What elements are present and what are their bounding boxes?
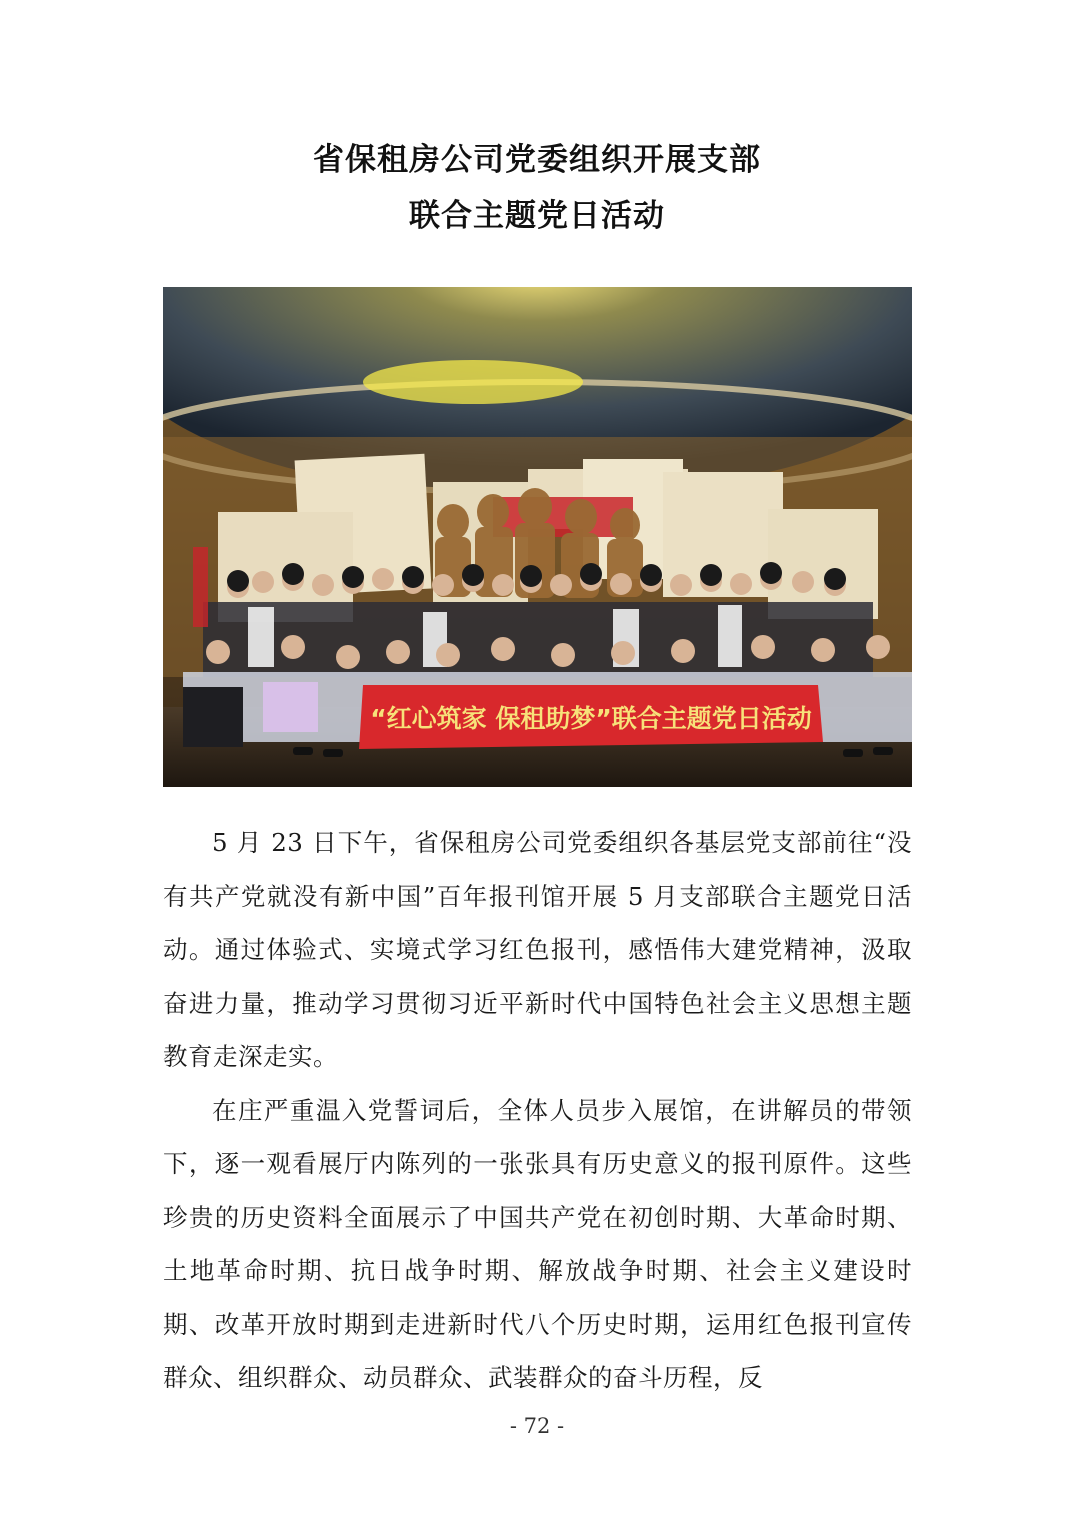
paragraph-2: 在庄严重温入党誓词后，全体人员步入展馆，在讲解员的带领下，逐一观看展厅内陈列的一张张具有历史意义的报刊原件。这些珍贵的历史资料全面展示了中国共产党在初创时期、大革命时期、土地革命时期、抗日战争时期、解放战争时期、社会主义建设时期、改革开放时期到走进新时代八个历史时期，运用红色报刊宣传群众、组织群众、动员群众、武装群众的奋斗历程，反 bbox=[163, 1095, 912, 1392]
page-number: - 72 - bbox=[509, 1414, 565, 1438]
title-line-1: 省保租房公司党委组织开展支部 bbox=[313, 142, 761, 178]
title-line-2: 联合主题党日活动 bbox=[409, 198, 665, 234]
document-title bbox=[0, 132, 1074, 244]
banner-text: “红心筑家 保租助梦”联合主题党日活动 bbox=[370, 704, 812, 733]
group-photo bbox=[163, 287, 912, 787]
body-text bbox=[163, 816, 912, 1405]
paragraph-1: 5 月 23 日下午，省保租房公司党委组织各基层党支部前往“没有共产党就没有新中国”百年报刊馆开展 5 月支部联合主题党日活动。通过体验式、实境式学习红色报刊，感悟伟大建党精神，汲取奋进力量，推动学习贯彻习近平新时代中国特色社会主义思想主题教育走深走实。 bbox=[163, 828, 912, 1071]
